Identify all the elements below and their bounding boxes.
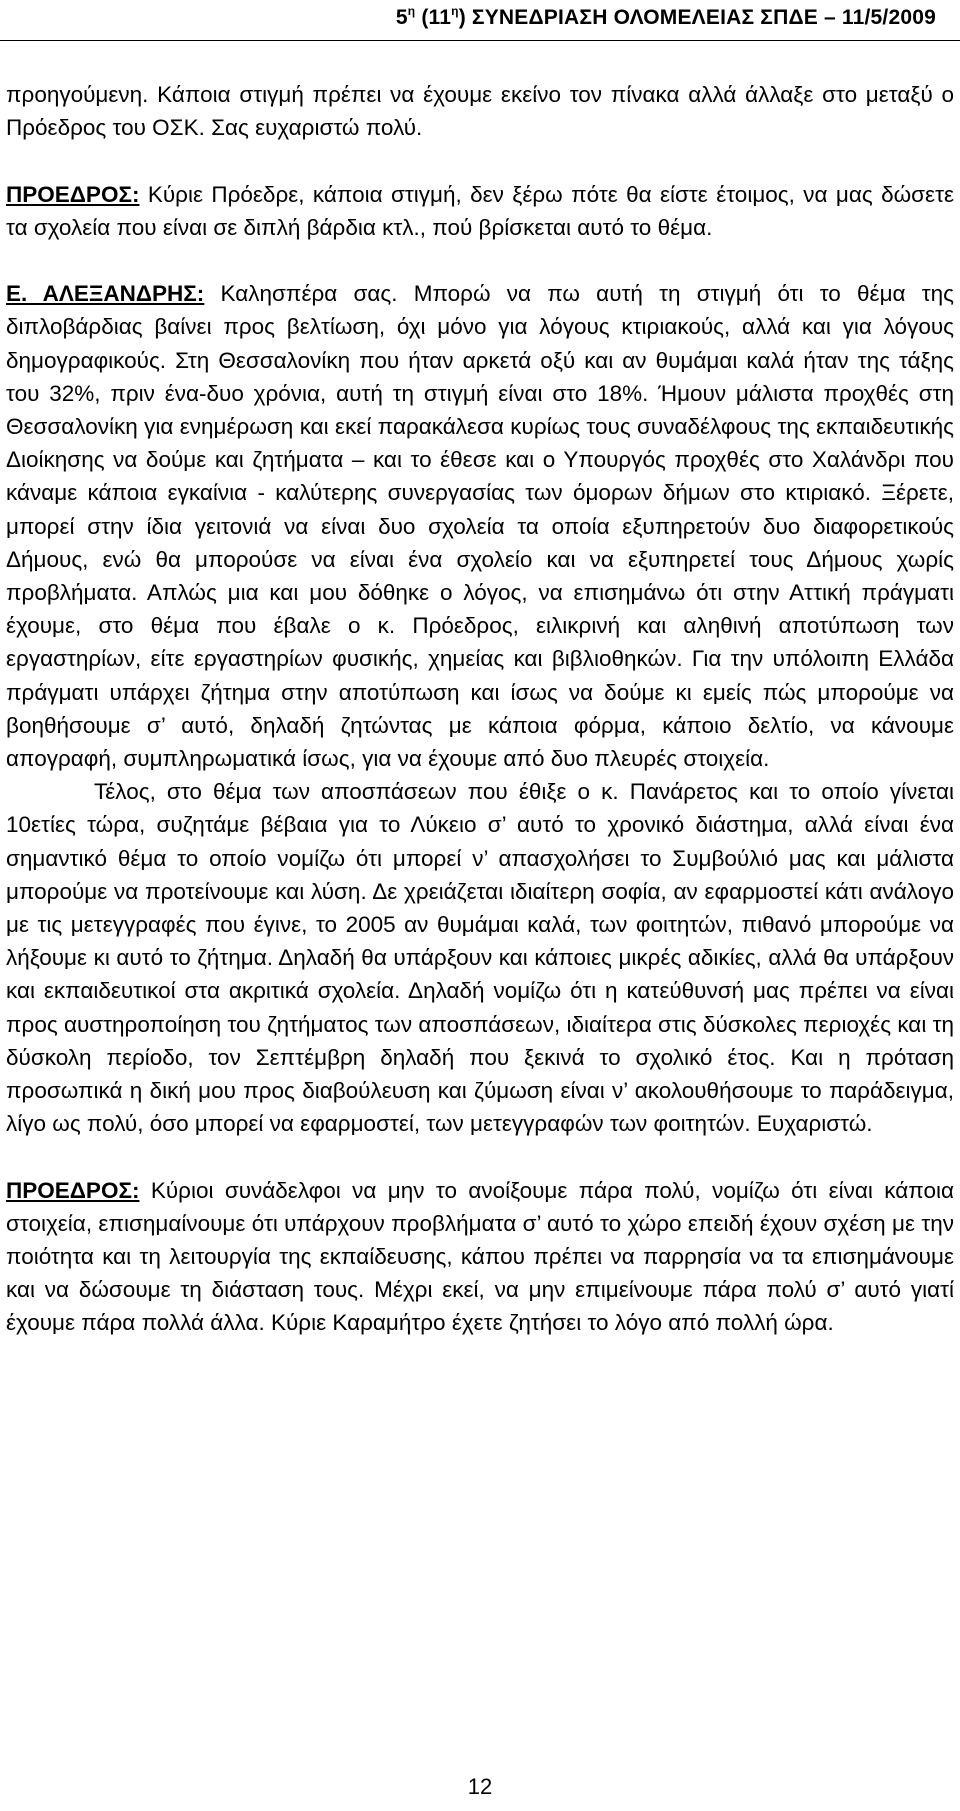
paragraph-president-2: [6, 1174, 954, 1340]
paragraph-text: Τέλος, στο θέμα των αποσπάσεων που έθιξε ο κ. Πανάρετος και το οποίο γίνεται 10ετίες τώρα, συζητάμε βέβαια για το Λύκειο σ’ αυτό το χρονικό διάστημα, αλλά είναι ένα σημαντικό θέμα το οποίο νομίζω ότι μπορεί ν’ απασχολήσει το Συμβούλιό μας και μάλιστα μπορούμε να προτείνουμε και λύση. Δε χρειάζεται ιδιαίτερη σοφία, αν εφαρμοστεί κάτι ανάλογο με τις μετεγγραφές που έγινε, το 2005 αν θυμάμαι καλά, των φοιτητών, πιθανό μπορούμε να λήξουμε κι αυτό το ζήτημα. Δηλαδή θα υπάρξουν και κάποιες μικρές αδικίες, αλλά θα υπάρξουν και εκπαιδευτικοί στα ακριτικά σχολεία. Δηλαδή νομίζω ότι η κατεύθυνσή μας πρέπει να είναι προς αυστηροποίηση του ζητήματος των αποσπάσεων, ιδιαίτερα στις δύσκολες περιοχές και τη δύσκολη περίοδο, τον Σεπτέμβρη δηλαδή που ξεκινά το σχολικό έτος. Και η πρόταση προσωπικά η δική μου προς διαβούλευση και ζύμωση είναι ν’ ακολουθήσουμε το παράδειγμα, λίγο ως πολύ, όσο μπορεί να εφαρμοστεί, των μετεγγραφών των φοιτητών. Ευχαριστώ.: [6, 779, 954, 1137]
paragraph-president-1: [6, 178, 954, 244]
speaker-label: ΠΡΟΕΔΡΟΣ:: [6, 181, 140, 207]
transcript-body: [6, 78, 954, 1340]
paragraph-continuation: [6, 78, 954, 144]
paragraph-text: Κύριε Πρόεδρε, κάποια στιγμή, δεν ξέρω πότε θα είστε έτοιμος, να μας δώσετε τα σχολεία που είναι σε διπλή βάρδια κτλ., πού βρίσκεται αυτό το θέμα.: [6, 181, 954, 240]
meeting-superscript: η: [451, 4, 459, 18]
session-superscript: η: [407, 4, 416, 18]
header-title-text: ΣΥΝΕΔΡΙΑΣΗ ΟΛΟΜΕΛΕΙΑΣ ΣΠΔΕ – 11/5/2009: [471, 6, 936, 29]
paragraph-alexandris: [6, 277, 954, 775]
page-number: 12: [467, 1774, 493, 1799]
speaker-label: ΠΡΟΕΔΡΟΣ:: [6, 1177, 140, 1203]
speaker-label: Ε. ΑΛΕΞΑΝΔΡΗΣ:: [6, 281, 205, 307]
paragraph-text: Κύριοι συνάδελφοι να μην το ανοίξουμε πάρα πολύ, νομίζω ότι είναι κάποια στοιχεία, επισημαίνουμε ότι υπάρχουν προβλήματα σ’ αυτό το χώρο επειδή έχουν σχέση με την ποιότητα και τη λειτουργία της εκπαίδευσης, κάπου πρέπει να παρρησία να τα επισημάνουμε και να δώσουμε τη διάσταση τους. Μέχρι εκεί, να μην επιμείνουμε πάρα πολύ σ’ αυτό γιατί έχουμε πάρα πολλά άλλα. Κύριε Καραμήτρο έχετε ζητήσει το λόγο από πολλή ώρα.: [6, 1177, 954, 1336]
paragraph-alexandris-continued: [6, 775, 954, 1140]
session-number: 5: [395, 6, 408, 29]
paragraph-text: Καλησπέρα σας. Μπορώ να πω αυτή τη στιγμή ότι το θέμα της διπλοβάρδιας βαίνει προς βελτίωση, όχι μόνο για λόγους κτιριακούς, αλλά και για λόγους δημογραφικούς. Στη Θεσσαλονίκη που ήταν αρκετά οξύ και αν θυμάμαι καλά ήταν της τάξης του 32%, πριν ένα-δυο χρόνια, αυτή τη στιγμή είναι στο 18%. Ήμουν μάλιστα προχθές στη Θεσσαλονίκη για ενημέρωση και εκεί παρακάλεσα κυρίως τους συναδέλφους της εκπαιδευτικής Διοίκησης να δούμε και ζητήματα – και το έθεσε και ο Υπουργός προχθές στο Χαλάνδρι που κάναμε κάποια εγκαίνια - καλύτερης συνεργασίας των όμορων δήμων στο κτιριακό. Ξέρετε, μπορεί στην ίδια γειτονιά να είναι δυο σχολεία τα οποία εξυπηρετούν δυο διαφορετικούς Δήμους, ενώ θα μπορούσε να είναι ένα σχολείο και να εξυπηρετεί τους Δήμους χωρίς προβλήματα. Απλώς μια και μου δόθηκε ο λόγος, να επισημάνω ότι στην Αττική πράγματι έχουμε, στο θέμα που έβαλε ο κ. Πρόεδρος, ειλικρινή και αληθινή αποτύπωση των εργαστηρίων, είτε εργαστηρίων φυσικής, χημείας και βιβλιοθηκών. Για την υπόλοιπη Ελλάδα πράγματι υπάρχει ζήτημα στην αποτύπωση και ίσως να δούμε κι εμείς πώς μπορούμε να βοηθήσουμε σ’ αυτό, δηλαδή ζητώντας με κάποια φόρμα, κάποιο δελτίο, να κάνουμε απογραφή, συμπληρωματικά ίσως, για να έχουμε από δυο πλευρές στοιχεία.: [6, 281, 954, 772]
paragraph-text: προηγούμενη. Κάποια στιγμή πρέπει να έχουμε εκείνο τον πίνακα αλλά άλλαξε στο μεταξύ ο Πρόεδρος του ΟΣΚ. Σας ευχαριστώ πολύ.: [6, 82, 954, 141]
page-header: [0, 2, 960, 41]
header-title: $5^\eta$ $(11^\eta)$ ΣΥΝΕΔΡΙΑΣΗ ΟΛΟΜΕΛΕΙΑΣ ΣΠΔΕ – 11/5/2009: [395, 4, 936, 29]
meeting-number: 11: [428, 6, 452, 29]
